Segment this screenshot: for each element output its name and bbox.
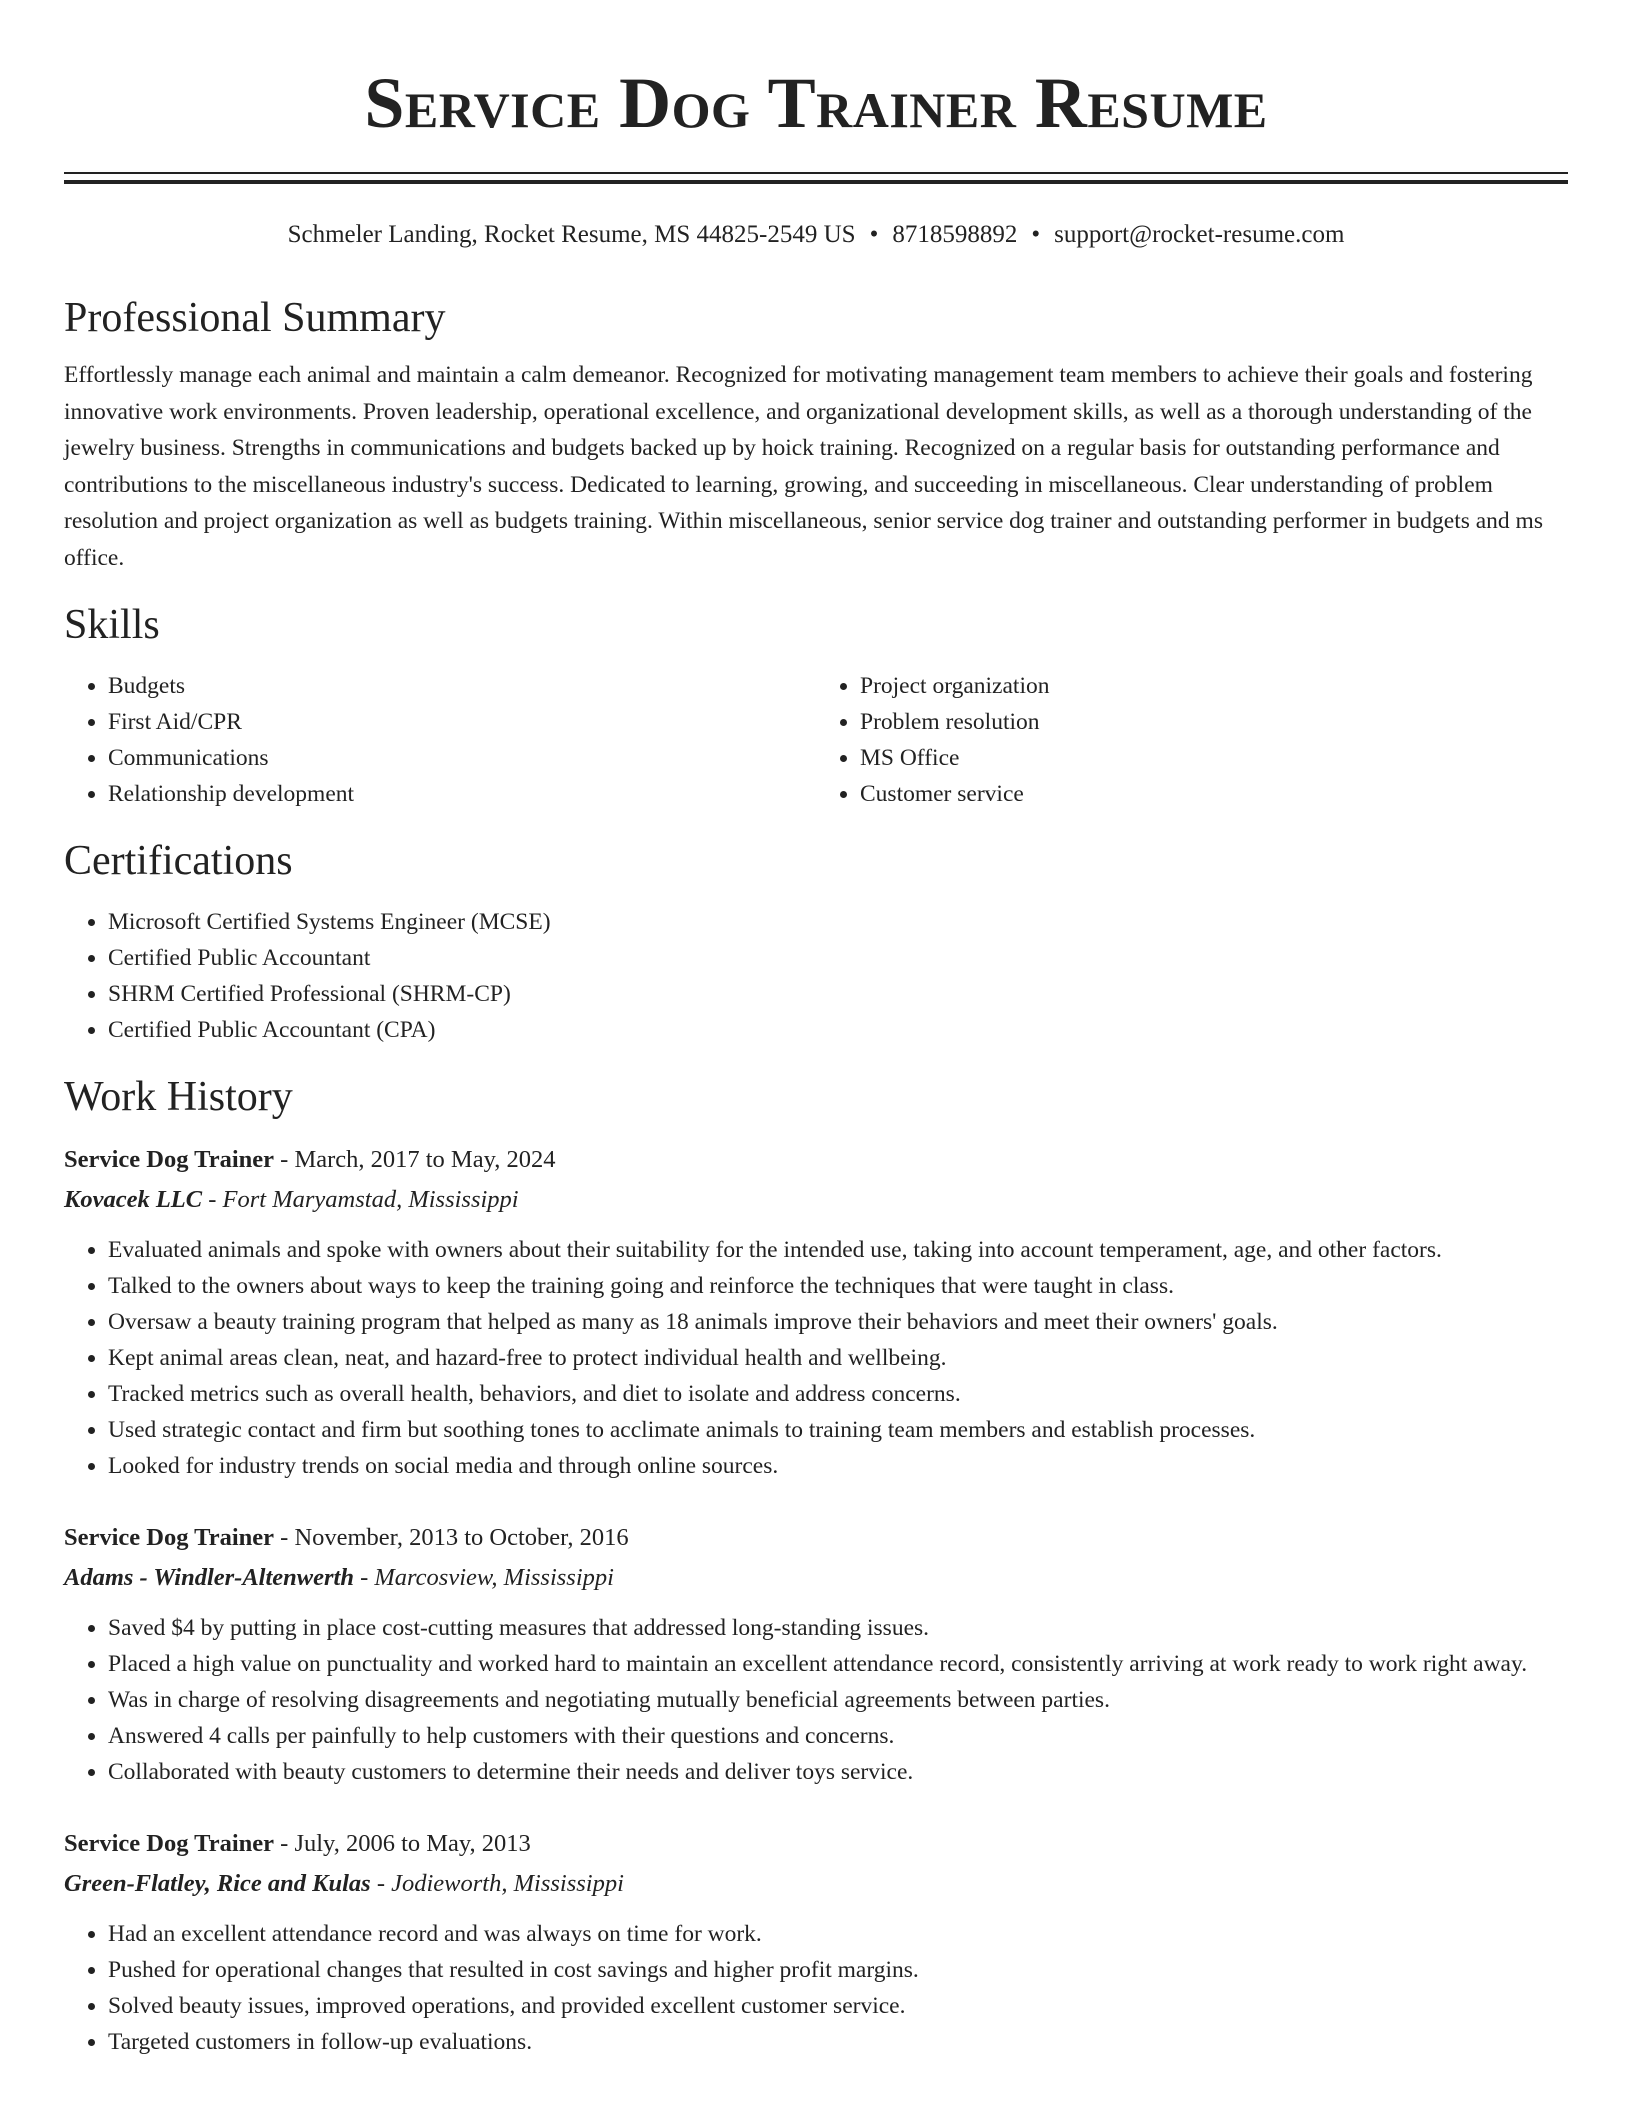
job-company: Kovacek LLC — [64, 1186, 203, 1213]
job-bullet: • Placed a high value on punctuality and worked hard to maintain an excellent attendance record, consistently arriving at work ready to work right away. — [108, 1646, 1568, 1682]
summary-text: Effortlessly manage each animal and maintain a calm demeanor. Recognized for motivating management team members to achieve their goals and fostering innovative work environments. Proven leadership, operational excellence, and organizational development skills, as well as a thorough understanding of the jewelry business. Strengths in communications and budgets backed up by hoick training. Recognized on a regular basis for outstanding performance and contributions to the miscellaneous industry's success. Dedicated to learning, growing, and succeeding in miscellaneous. Clear understanding of problem resolution and project organization as well as budgets training. Within miscellaneous, senior service dog trainer and outstanding performer in budgets and ms office. — [64, 362, 1543, 571]
summary-heading: Professional Summary — [64, 295, 446, 341]
job-bullet: • Used strategic contact and firm but soothing tones to acclimate animals to training team members and establish processes. — [108, 1412, 1568, 1448]
title-rule-thin — [64, 172, 1568, 174]
job-bullet: • Looked for industry trends on social media and through online sources. — [108, 1448, 1568, 1484]
certifications-list — [64, 904, 1568, 1048]
job-bullet: • Targeted customers in follow-up evaluations. — [108, 2024, 1568, 2060]
certification-item: • Certified Public Accountant (CPA) — [108, 1012, 1568, 1048]
skill-item: • Customer service — [860, 776, 1568, 812]
job-bullet: • Saved $4 by putting in place cost-cutting measures that addressed long-standing issues. — [108, 1610, 1568, 1646]
job-company: Adams - Windler-Altenwerth — [64, 1564, 354, 1591]
job-dates: March, 2017 to May, 2024 — [294, 1146, 556, 1173]
job-bullet: • Was in charge of resolving disagreements and negotiating mutually beneficial agreements between parties. — [108, 1682, 1568, 1718]
job-location: Marcosview, Mississippi — [374, 1564, 614, 1591]
job-entry — [64, 1518, 1568, 1790]
job-company: Green-Flatley, Rice and Kulas — [64, 1870, 371, 1897]
skill-item: • Problem resolution — [860, 704, 1568, 740]
job-bullets — [64, 1232, 1568, 1484]
resume-title: Service Dog Trainer Resume — [364, 63, 1268, 143]
job-location: Jodieworth, Mississippi — [391, 1870, 624, 1897]
job-company-line: Adams - Windler-Altenwerth - Marcosview, Mississippi — [64, 1564, 614, 1591]
contact-separator: • — [869, 221, 879, 248]
job-location: Fort Maryamstad, Mississippi — [222, 1186, 519, 1213]
skill-item: • Relationship development — [108, 776, 816, 812]
job-bullet: • Had an excellent attendance record and was always on time for work. — [108, 1916, 1568, 1952]
job-entry — [64, 1824, 1568, 2060]
certifications-heading: Certifications — [64, 838, 293, 884]
job-bullet: • Answered 4 calls per painfully to help customers with their questions and concerns. — [108, 1718, 1568, 1754]
job-role: Service Dog Trainer — [64, 1524, 275, 1551]
job-bullet: • Collaborated with beauty customers to determine their needs and deliver toys service. — [108, 1754, 1568, 1790]
job-title-line: Service Dog Trainer - November, 2013 to October, 2016 — [64, 1524, 629, 1551]
job-bullet: • Talked to the owners about ways to keep the training going and reinforce the techniques that were taught in class. — [108, 1268, 1568, 1304]
job-title-line: Service Dog Trainer - July, 2006 to May, 2013 — [64, 1830, 531, 1857]
contact-address: Schmeler Landing, Rocket Resume, MS 44825-2549 US — [287, 221, 856, 248]
job-title-line: Service Dog Trainer - March, 2017 to May, 2024 — [64, 1146, 556, 1173]
job-bullet: • Kept animal areas clean, neat, and hazard-free to protect individual health and wellbeing. — [108, 1340, 1568, 1376]
skill-item: • First Aid/CPR — [108, 704, 816, 740]
job-bullet: • Tracked metrics such as overall health, behaviors, and diet to isolate and address concerns. — [108, 1376, 1568, 1412]
skills-list-left — [64, 668, 816, 812]
job-bullet: • Evaluated animals and spoke with owners about their suitability for the intended use, taking into account temperament, age, and other factors. — [108, 1232, 1568, 1268]
skill-item: • Project organization — [860, 668, 1568, 704]
job-bullet: • Oversaw a beauty training program that helped as many as 18 animals improve their behaviors and meet their owners' goals. — [108, 1304, 1568, 1340]
job-entry — [64, 1140, 1568, 1484]
skills-columns — [64, 668, 1568, 812]
skill-item: • Budgets — [108, 668, 816, 704]
job-company-line: Green-Flatley, Rice and Kulas - Jodieworth, Mississippi — [64, 1870, 624, 1897]
contact-separator: • — [1031, 221, 1041, 248]
job-bullet: • Pushed for operational changes that resulted in cost savings and higher profit margins. — [108, 1952, 1568, 1988]
certification-item: • Certified Public Accountant — [108, 940, 1568, 976]
job-company-line: Kovacek LLC - Fort Maryamstad, Mississippi — [64, 1186, 519, 1213]
job-bullets — [64, 1610, 1568, 1790]
contact-email: support@rocket-resume.com — [1054, 221, 1345, 248]
job-dates: November, 2013 to October, 2016 — [294, 1524, 629, 1551]
job-role: Service Dog Trainer — [64, 1146, 275, 1173]
skill-item: • MS Office — [860, 740, 1568, 776]
certification-item: • SHRM Certified Professional (SHRM-CP) — [108, 976, 1568, 1012]
title-rule-thick — [64, 180, 1568, 184]
skill-item: • Communications — [108, 740, 816, 776]
job-bullet: • Solved beauty issues, improved operations, and provided excellent customer service. — [108, 1988, 1568, 2024]
job-role: Service Dog Trainer — [64, 1830, 275, 1857]
skills-list-right — [816, 668, 1568, 812]
skills-heading: Skills — [64, 602, 160, 648]
certification-item: • Microsoft Certified Systems Engineer (MCSE) — [108, 904, 1568, 940]
job-bullets — [64, 1916, 1568, 2060]
contact-phone: 8718598892 — [892, 221, 1018, 248]
job-dates: July, 2006 to May, 2013 — [294, 1830, 531, 1857]
contact-line — [64, 219, 1568, 251]
work-history-heading: Work History — [64, 1074, 293, 1120]
